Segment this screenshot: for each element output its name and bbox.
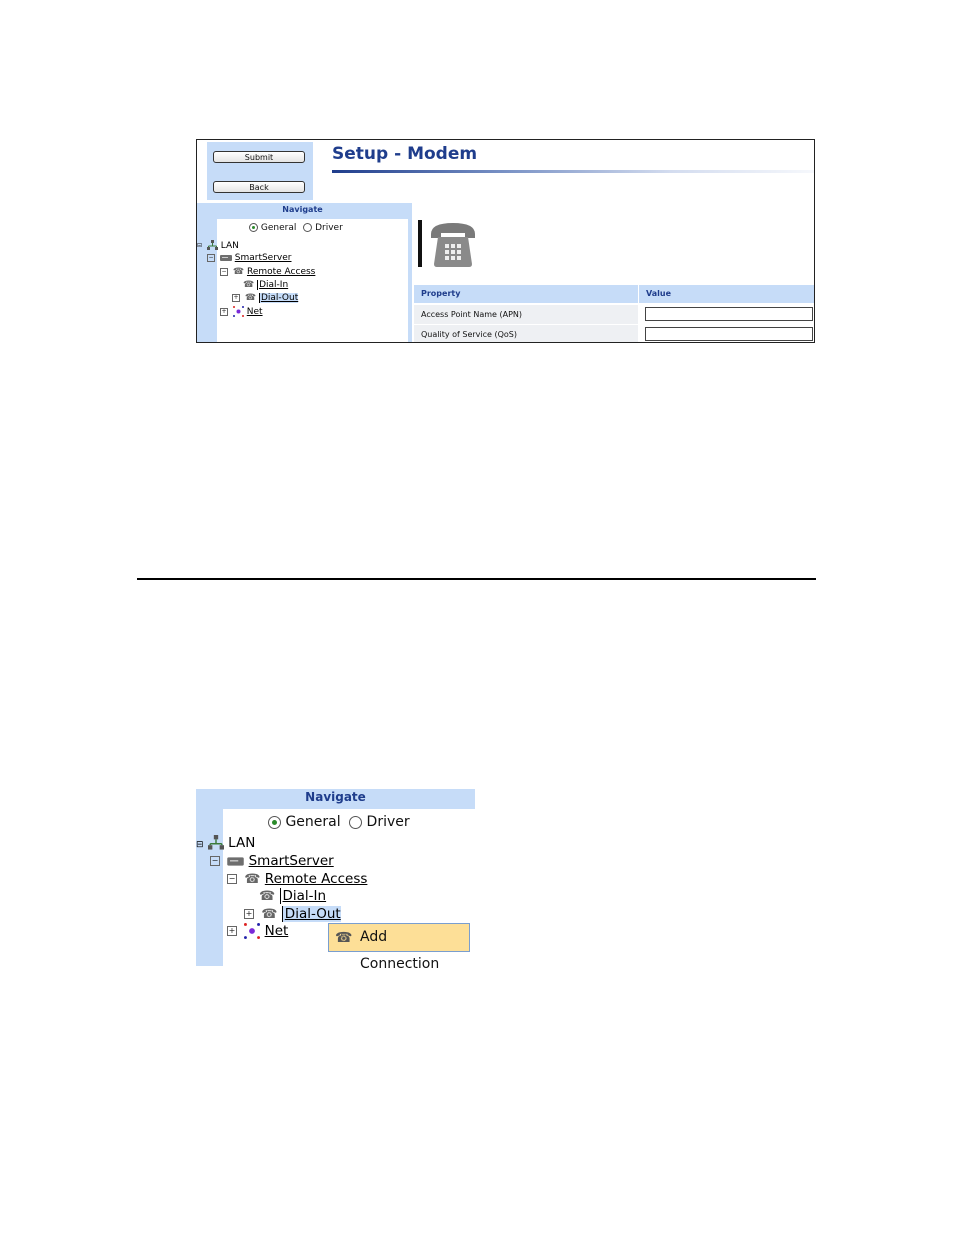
tree-item-dial-in[interactable] — [259, 888, 326, 904]
tree-item-lan[interactable]: ⊟ LAN — [197, 241, 239, 251]
table-row — [414, 305, 815, 325]
back-button[interactable]: Back — [213, 181, 305, 193]
add-connection-label: Add Connection — [360, 929, 440, 972]
collapse-icon[interactable]: − — [221, 267, 227, 275]
phone-icon: ☎ — [232, 267, 245, 277]
title-underline — [332, 170, 815, 173]
nav-left-strip — [197, 203, 217, 343]
navigate-context-menu-screenshot — [196, 789, 475, 972]
phone-icon: ☎ — [259, 889, 276, 904]
tree-label-dial-in: Dial-In — [280, 888, 327, 904]
nav-left-strip — [196, 789, 223, 966]
general-radio[interactable] — [268, 816, 281, 829]
net-icon — [233, 306, 244, 317]
tree-label-net: Net — [264, 923, 289, 939]
server-icon — [220, 254, 232, 262]
expand-icon[interactable]: + — [245, 909, 253, 918]
tree-label-smartserver: SmartServer — [234, 253, 292, 263]
tree-label-smartserver: SmartServer — [248, 853, 334, 869]
modem-phone-icon — [428, 220, 478, 268]
tree-item-smartserver[interactable] — [207, 253, 292, 263]
view-radio-group — [249, 223, 343, 233]
network-icon — [207, 240, 218, 251]
tree-label-lan: LAN — [220, 241, 239, 251]
tree-item-remote-access[interactable] — [220, 267, 315, 277]
net-icon — [244, 923, 260, 939]
phone-icon: ☎ — [261, 907, 278, 922]
tree-item-dial-out[interactable] — [244, 906, 341, 922]
qos-value-input[interactable] — [645, 327, 813, 341]
navigate-header: Navigate — [197, 203, 408, 219]
collapse-icon[interactable]: − — [208, 253, 214, 261]
collapse-icon[interactable]: ⊟ — [196, 840, 204, 850]
nav-separator — [408, 203, 412, 343]
expand-icon[interactable]: + — [221, 307, 227, 315]
driver-radio-label: Driver — [315, 223, 343, 233]
driver-radio[interactable] — [349, 816, 362, 829]
tree-item-remote-access[interactable] — [227, 871, 367, 887]
button-panel — [207, 142, 313, 200]
expand-icon[interactable]: + — [228, 926, 236, 935]
tree-label-remote-access: Remote Access — [264, 871, 368, 887]
phone-icon: ☎ — [335, 930, 353, 946]
network-icon — [208, 835, 224, 851]
device-indicator-bar — [418, 220, 422, 267]
page-title: Setup - Modem — [332, 144, 478, 164]
tree-item-dial-in[interactable] — [243, 280, 288, 290]
phone-icon: ☎ — [244, 872, 261, 887]
driver-radio-label: Driver — [366, 814, 410, 830]
general-radio-label: General — [285, 814, 341, 830]
property-label-qos: Quality of Service (QoS) — [421, 330, 518, 339]
server-icon — [227, 856, 244, 867]
expand-icon[interactable]: + — [233, 293, 239, 301]
property-table-header — [414, 285, 815, 303]
phone-icon: ☎ — [243, 280, 255, 290]
tree-item-net[interactable] — [227, 923, 288, 939]
general-radio-label: General — [260, 223, 297, 233]
apn-value-input[interactable] — [645, 307, 813, 321]
value-column-header: Value — [646, 289, 672, 298]
tree-item-net[interactable] — [220, 306, 263, 317]
view-radio-group — [268, 814, 410, 830]
collapse-icon[interactable]: − — [228, 874, 236, 883]
tree-label-remote-access: Remote Access — [246, 267, 316, 277]
table-row — [414, 325, 815, 343]
tree-label-net: Net — [246, 307, 263, 317]
tree-item-dial-out[interactable] — [232, 293, 298, 303]
property-label-apn: Access Point Name (APN) — [421, 310, 523, 319]
tree-item-smartserver[interactable] — [210, 853, 334, 869]
navigate-header: Navigate — [196, 789, 475, 809]
tree-label-lan: LAN — [228, 835, 256, 851]
tree-label-dial-in: Dial-In — [259, 280, 289, 290]
context-menu-add-connection[interactable] — [328, 923, 470, 972]
property-column-header: Property — [421, 289, 461, 298]
phone-icon: ☎ — [244, 293, 257, 303]
general-radio[interactable] — [249, 223, 258, 232]
page-divider — [137, 578, 816, 580]
driver-radio[interactable] — [303, 223, 312, 232]
setup-modem-screenshot — [196, 139, 815, 343]
tree-item-lan[interactable] — [196, 835, 255, 851]
submit-button[interactable]: Submit — [213, 151, 305, 163]
tree-label-dial-out: Dial-Out — [260, 293, 299, 303]
tree-label-dial-out: Dial-Out — [282, 906, 341, 922]
collapse-icon[interactable]: − — [211, 856, 219, 865]
